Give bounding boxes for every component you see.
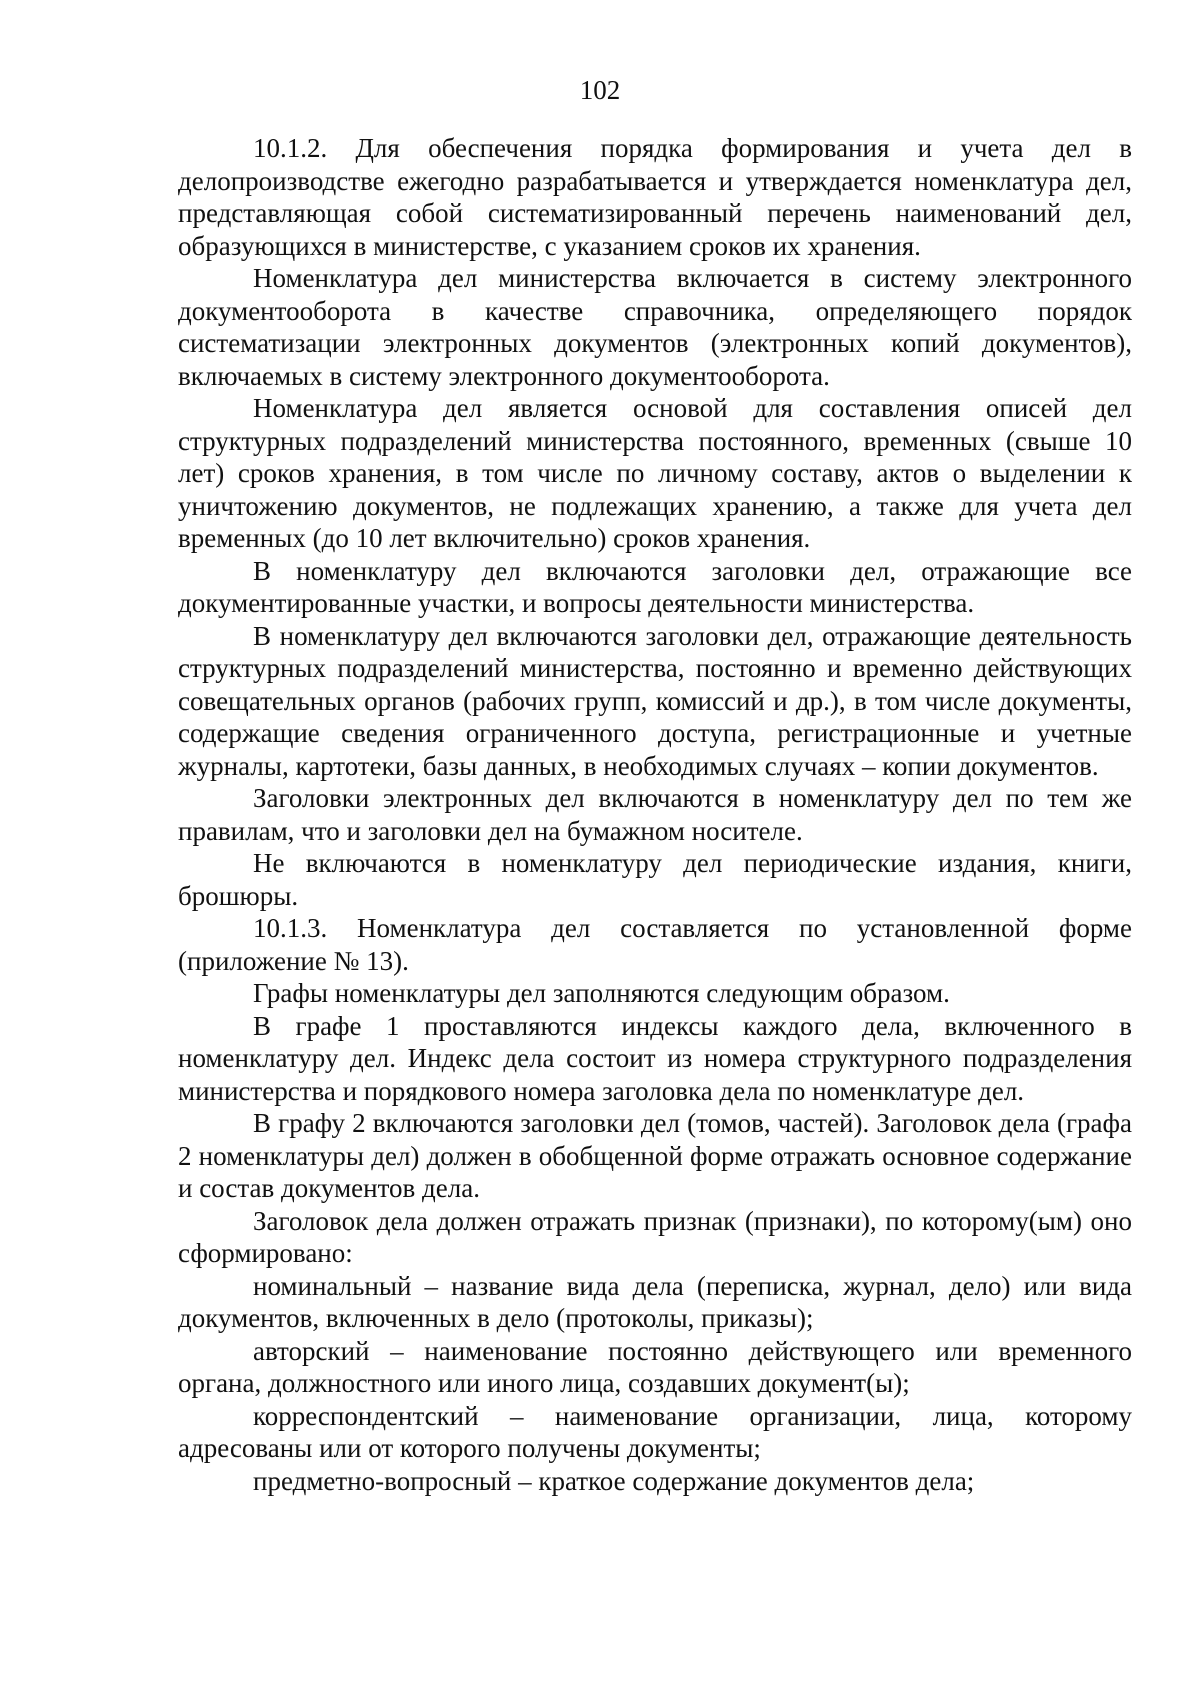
list-item-subject: предметно-вопросный – краткое содержание документов дела; <box>253 1465 975 1496</box>
paragraph-electronic-cases: Заголовки электронных дел включаются в номенклатуру дел по тем же правилам, что и заголовки дел на бумажном носителе. <box>178 783 1132 846</box>
paragraph-documented-areas: В номенклатуру дел включаются заголовки дел, отражающие все документированные участки, и вопросы деятельности министерства. <box>178 555 1132 618</box>
paragraph-10-1-2: 10.1.2. Для обеспечения порядка формирования и учета дел в делопроизводстве ежегодно разрабатывается и утверждается номенклатура дел, представляющая собой систематизированный перечень наименований дел, образующихся в министерстве, с указанием сроков их хранения. <box>178 133 1132 261</box>
paragraph-electronic-system: Номенклатура дел министерства включается в систему электронного документооборота в качестве справочника, определяющего порядок систематизации электронных документов (электронных копий документов), включаемых в систему электронного документооборота. <box>178 263 1132 391</box>
list-item-correspondent: корреспондентский – наименование организации, лица, которому адресованы или от которого получены документы; <box>178 1400 1132 1463</box>
page-number: 102 <box>579 75 621 105</box>
paragraph-column-1: В графе 1 проставляются индексы каждого дела, включенного в номенклатуру дел. Индекс дела состоит из номера структурного подразделения министерства и порядкового номера заголовка дела по номенклатуре дел. <box>178 1010 1132 1106</box>
paragraph-title-features: Заголовок дела должен отражать признак (признаки), по которому(ым) оно сформировано: <box>178 1205 1132 1268</box>
paragraph-column-2: В графу 2 включаются заголовки дел (томов, частей). Заголовок дела (графа 2 номенклатуры дел) должен в обобщенной форме отражать основное содержание и состав документов дела. <box>178 1108 1132 1203</box>
paragraph-10-1-3: 10.1.3. Номенклатура дел составляется по установленной форме (приложение № 13). <box>178 913 1132 976</box>
paragraph-excluded-items: Не включаются в номенклатуру дел периодические издания, книги, брошюры. <box>178 848 1132 911</box>
paragraph-inventory-basis: Номенклатура дел является основой для составления описей дел структурных подразделений министерства постоянного, временных (свыше 10 лет) сроков хранения, в том числе по личному составу, актов о выделении к уничтожению документов, не подлежащих хранению, а также для учета дел временных (до 10 лет включительно) сроков хранения. <box>178 393 1132 553</box>
paragraph-columns-intro: Графы номенклатуры дел заполняются следующим образом. <box>253 978 950 1008</box>
paragraph-structural-units: В номенклатуру дел включаются заголовки дел, отражающие деятельность структурных подразделений министерства, постоянно и временно действующих совещательных органов (рабочих групп, комиссий и др.), в том числе документы, содержащие сведения ограниченного доступа, регистрационные и учетные журналы, картотеки, базы данных, в необходимых случаях – копии документов. <box>178 620 1132 781</box>
document-body <box>178 132 1132 1497</box>
list-item-author: авторский – наименование постоянно действующего или временного органа, должностного или иного лица, создавших документ(ы); <box>178 1335 1132 1398</box>
list-item-nominal: номинальный – название вида дела (переписка, журнал, дело) или вида документов, включенных в дело (протоколы, приказы); <box>178 1270 1132 1333</box>
